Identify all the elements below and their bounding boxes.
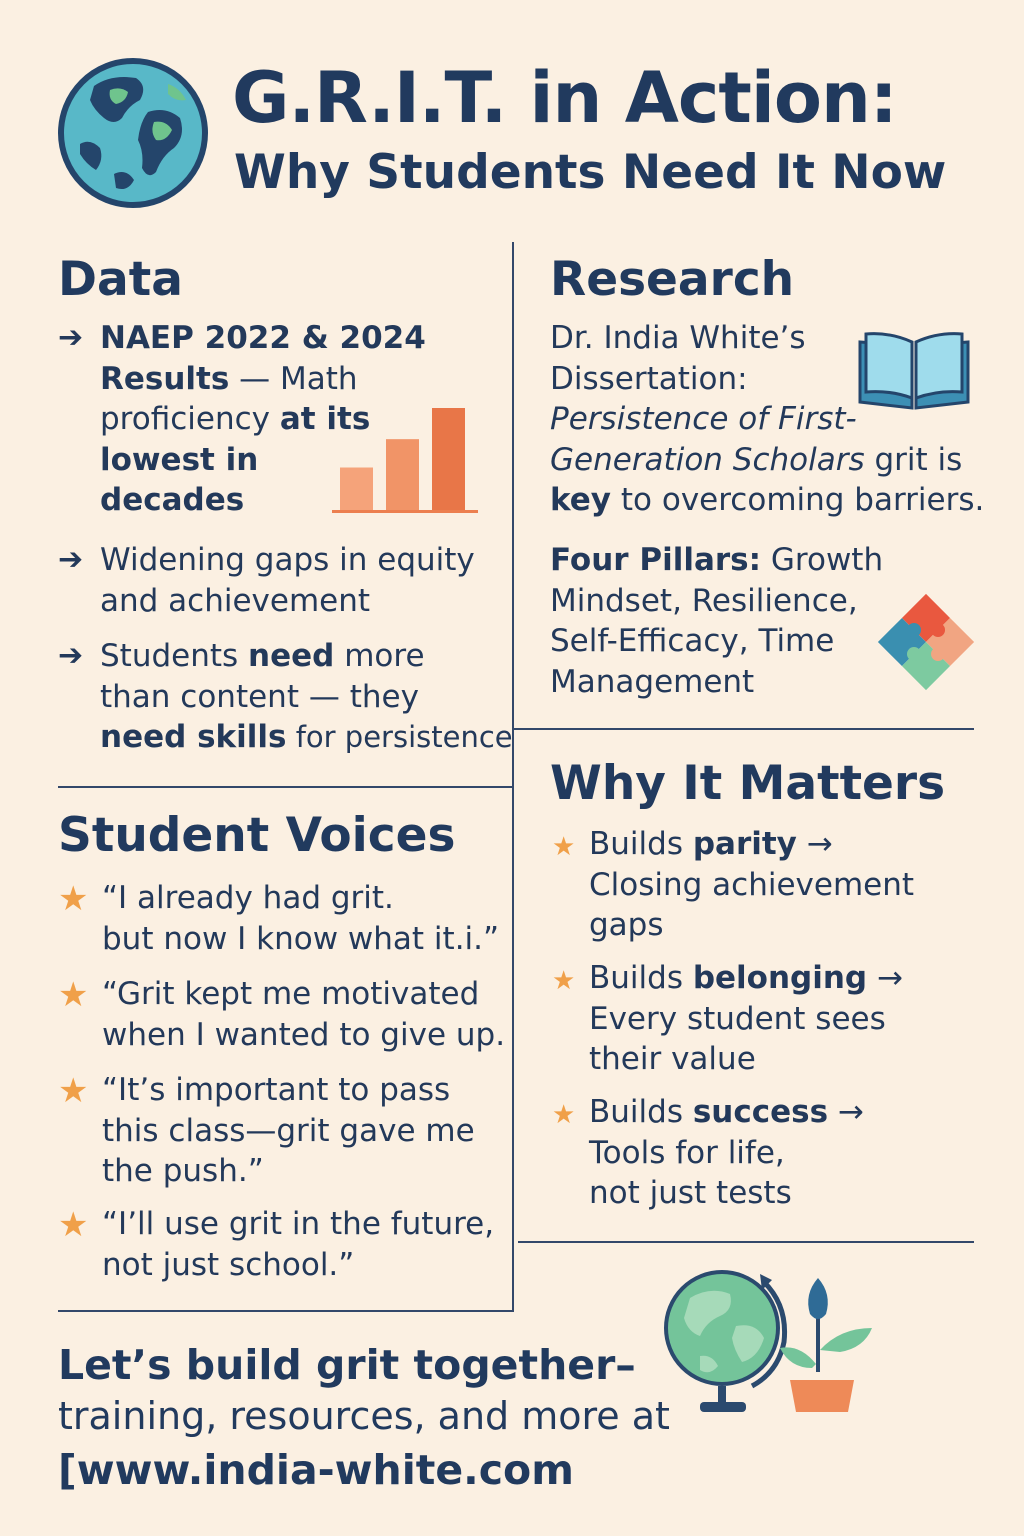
arrow-text: → bbox=[867, 960, 903, 996]
star-icon: ★ bbox=[58, 1205, 89, 1245]
builds-text: Builds bbox=[589, 960, 693, 996]
naep-label: NAEP 2022 & 2024 bbox=[100, 320, 426, 356]
arrow-right-icon: ➔ bbox=[58, 320, 84, 355]
more-text: more bbox=[334, 638, 425, 674]
success-line2: Tools for life, bbox=[589, 1134, 785, 1171]
key-text: key bbox=[550, 482, 612, 518]
student-voices-heading: Student Voices bbox=[58, 808, 456, 863]
need-text: need bbox=[248, 638, 335, 674]
why-it-matters-heading: Why It Matters bbox=[550, 756, 946, 811]
dissertation-title-line1: Persistence of First- bbox=[550, 401, 857, 437]
divider-voices-footer bbox=[58, 1310, 513, 1312]
page-title: G.R.I.T. in Action: bbox=[232, 57, 897, 139]
data-item-gaps bbox=[58, 540, 540, 621]
gaps-line2: and achievement bbox=[100, 582, 371, 619]
quote-item bbox=[58, 1204, 552, 1285]
star-icon: ★ bbox=[552, 1100, 576, 1130]
divider-research-matters bbox=[514, 728, 974, 730]
pillars-line4: Management bbox=[550, 663, 755, 700]
quote3-line3: the push.” bbox=[102, 1153, 264, 1189]
content-text: than content — they bbox=[100, 678, 419, 715]
belonging-text: belonging bbox=[692, 960, 868, 996]
cta-line1: Let’s build grit together– bbox=[58, 1341, 636, 1389]
bar-2 bbox=[386, 439, 419, 510]
barriers-text: to overcoming barriers. bbox=[611, 482, 985, 518]
belonging-line3: their value bbox=[589, 1041, 756, 1077]
pillars-line2: Mindset, Resilience, bbox=[550, 582, 858, 619]
results-label: Results bbox=[100, 360, 230, 397]
matters-item bbox=[552, 958, 1009, 1080]
star-icon: ★ bbox=[58, 1071, 89, 1111]
bar-chart-icon bbox=[330, 402, 480, 516]
parity-line2: Closing achievement bbox=[589, 866, 915, 903]
star-icon: ★ bbox=[58, 975, 89, 1015]
quote-item bbox=[58, 878, 552, 959]
quote2-line2: when I wanted to give up. bbox=[102, 1016, 506, 1053]
belonging-line2: Every student sees bbox=[589, 1000, 886, 1037]
quote4-line2: not just school.” bbox=[102, 1246, 355, 1283]
proficiency-text: proficiency bbox=[100, 401, 280, 437]
parity-line3: gaps bbox=[589, 907, 664, 943]
divider-data-voices bbox=[58, 786, 513, 788]
data-item-skills bbox=[58, 636, 545, 758]
page-subtitle: Why Students Need It Now bbox=[234, 145, 947, 200]
arrow-text: → bbox=[796, 826, 833, 862]
arrow-right-icon: ➔ bbox=[58, 542, 84, 577]
bar-1 bbox=[340, 468, 373, 511]
gaps-line1: Widening gaps in equity bbox=[100, 542, 475, 578]
arrow-text: → bbox=[828, 1094, 864, 1130]
call-to-action bbox=[58, 1340, 670, 1498]
quote-item bbox=[58, 974, 552, 1055]
dissertation-line2: Dissertation: bbox=[550, 360, 748, 397]
persistence-text: for persistence bbox=[286, 720, 513, 754]
potted-plant-icon bbox=[776, 1272, 880, 1418]
star-icon: ★ bbox=[58, 879, 89, 919]
decades-text: decades bbox=[100, 482, 245, 518]
header-globe-icon bbox=[56, 56, 210, 210]
builds-text: Builds bbox=[589, 1094, 693, 1130]
divider-matters-footer bbox=[518, 1241, 974, 1243]
pillars-line1: Growth bbox=[761, 542, 884, 578]
quote2-line1: “Grit kept me motivated bbox=[102, 976, 480, 1012]
need-skills-text: need skills bbox=[100, 719, 287, 755]
research-four-pillars bbox=[550, 540, 884, 702]
quote3-line2: this class—grit gave me bbox=[102, 1112, 475, 1149]
quote-item bbox=[58, 1070, 552, 1192]
cta-line2: training, resources, and more at bbox=[58, 1394, 670, 1438]
students-text: Students bbox=[100, 638, 249, 674]
quote4-line1: “I’ll use grit in the future, bbox=[102, 1206, 495, 1242]
at-its-text: at its bbox=[279, 401, 371, 437]
bar-chart-baseline bbox=[332, 510, 478, 513]
open-book-icon bbox=[856, 330, 972, 410]
quote3-line1: “It’s important to pass bbox=[102, 1072, 451, 1108]
lowest-text: lowest in bbox=[100, 441, 259, 478]
success-line3: not just tests bbox=[589, 1175, 792, 1211]
bar-3 bbox=[432, 408, 465, 510]
matters-item bbox=[552, 824, 1009, 946]
math-text: — Math bbox=[229, 360, 358, 397]
quote1-line2: but now I know what it.i.” bbox=[102, 920, 500, 957]
dissertation-line1: Dr. India White’s bbox=[550, 320, 806, 356]
parity-text: parity bbox=[692, 826, 797, 862]
success-text: success bbox=[692, 1094, 829, 1130]
quote1-line1: “I already had grit. bbox=[102, 880, 394, 916]
four-pillars-label: Four Pillars: bbox=[550, 542, 762, 578]
puzzle-icon bbox=[874, 590, 978, 694]
pillars-line3: Self-Efficacy, Time bbox=[550, 623, 835, 659]
website-link[interactable]: [www.india-white.com bbox=[58, 1446, 574, 1494]
dissertation-title-line2: Generation Scholars bbox=[550, 441, 865, 478]
matters-item bbox=[552, 1092, 1009, 1214]
research-heading: Research bbox=[550, 252, 795, 307]
star-icon: ★ bbox=[552, 832, 576, 862]
data-heading: Data bbox=[58, 252, 183, 307]
arrow-right-icon: ➔ bbox=[58, 638, 84, 673]
grit-is-text: grit is bbox=[864, 441, 963, 478]
desk-globe-icon bbox=[660, 1262, 790, 1418]
star-icon: ★ bbox=[552, 966, 576, 996]
builds-text: Builds bbox=[589, 826, 693, 862]
